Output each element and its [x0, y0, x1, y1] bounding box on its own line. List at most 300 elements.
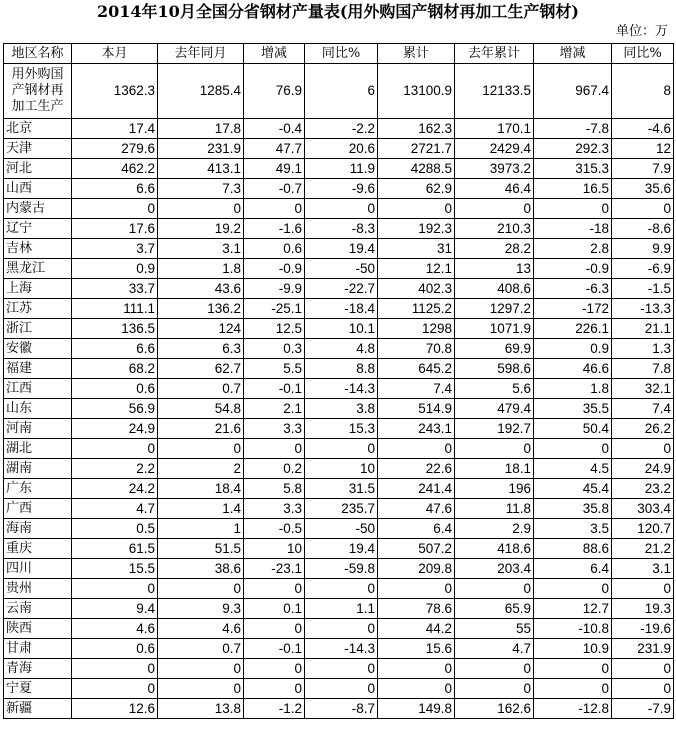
region-name-cell: 山东 [4, 399, 72, 419]
column-header: 去年累计 [455, 44, 534, 64]
value-cell: 2429.4 [455, 139, 534, 159]
table-row [4, 419, 674, 439]
value-cell: 303.4 [612, 499, 674, 519]
value-cell: 2.9 [455, 519, 534, 539]
value-cell: 28.2 [455, 239, 534, 259]
value-cell: -18.4 [305, 299, 378, 319]
region-name-cell: 天津 [4, 139, 72, 159]
value-cell: 0.5 [72, 519, 158, 539]
value-cell: 0.6 [72, 639, 158, 659]
value-cell: 241.4 [378, 479, 455, 499]
value-cell: 47.6 [378, 499, 455, 519]
value-cell: 17.8 [158, 119, 244, 139]
value-cell: 0 [72, 439, 158, 459]
value-cell: 210.3 [455, 219, 534, 239]
column-header: 增减 [244, 44, 305, 64]
column-header: 地区名称 [4, 44, 72, 64]
value-cell: 21.2 [612, 539, 674, 559]
value-cell: 70.8 [378, 339, 455, 359]
value-cell: 62.7 [158, 359, 244, 379]
table-row [4, 679, 674, 699]
value-cell: 44.2 [378, 619, 455, 639]
value-cell: 19.4 [305, 539, 378, 559]
value-cell: 65.9 [455, 599, 534, 619]
value-cell: 462.2 [72, 159, 158, 179]
value-cell: 0 [158, 659, 244, 679]
region-name-cell: 吉林 [4, 239, 72, 259]
value-cell: 33.7 [72, 279, 158, 299]
column-header: 累计 [378, 44, 455, 64]
value-cell: 10 [305, 459, 378, 479]
table-row [4, 559, 674, 579]
value-cell: -10.8 [534, 619, 612, 639]
value-cell: 4.6 [72, 619, 158, 639]
value-cell: 0 [612, 659, 674, 679]
value-cell: -13.3 [612, 299, 674, 319]
region-name-cell: 江西 [4, 379, 72, 399]
value-cell: -50 [305, 259, 378, 279]
region-name-cell: 宁夏 [4, 679, 72, 699]
value-cell: 0 [305, 579, 378, 599]
region-name-cell: 北京 [4, 119, 72, 139]
value-cell: 0 [534, 439, 612, 459]
table-row [4, 619, 674, 639]
value-cell: 4.6 [158, 619, 244, 639]
value-cell: 0.9 [72, 259, 158, 279]
value-cell: 12 [612, 139, 674, 159]
table-row [4, 119, 674, 139]
region-name-cell: 海南 [4, 519, 72, 539]
region-name-cell: 上海 [4, 279, 72, 299]
table-row [4, 519, 674, 539]
value-cell: 0 [378, 579, 455, 599]
value-cell: 8.8 [305, 359, 378, 379]
table-row [4, 259, 674, 279]
value-cell: 16.5 [534, 179, 612, 199]
value-cell: 0.6 [72, 379, 158, 399]
table-header-row [4, 44, 674, 64]
table-row [4, 239, 674, 259]
value-cell: -23.1 [244, 559, 305, 579]
region-name-cell: 青海 [4, 659, 72, 679]
table-row [4, 64, 674, 119]
value-cell: 0 [455, 199, 534, 219]
value-cell: -9.9 [244, 279, 305, 299]
value-cell: 56.9 [72, 399, 158, 419]
value-cell: 0 [244, 579, 305, 599]
region-name-cell: 内蒙古 [4, 199, 72, 219]
value-cell: 3.8 [305, 399, 378, 419]
value-cell: 111.1 [72, 299, 158, 319]
value-cell: 13100.9 [378, 64, 455, 119]
value-cell: 61.5 [72, 539, 158, 559]
value-cell: 149.8 [378, 699, 455, 719]
value-cell: -14.3 [305, 379, 378, 399]
value-cell: -1.5 [612, 279, 674, 299]
value-cell: 0 [305, 199, 378, 219]
table-body [4, 64, 674, 719]
value-cell: -6.3 [534, 279, 612, 299]
value-cell: 0 [305, 659, 378, 679]
value-cell: 0 [72, 199, 158, 219]
value-cell: -7.8 [534, 119, 612, 139]
value-cell: 1297.2 [455, 299, 534, 319]
value-cell: 192.7 [455, 419, 534, 439]
value-cell: 136.5 [72, 319, 158, 339]
region-name-cell: 河北 [4, 159, 72, 179]
value-cell: 17.4 [72, 119, 158, 139]
value-cell: 7.3 [158, 179, 244, 199]
value-cell: 1.8 [534, 379, 612, 399]
value-cell: 0.1 [244, 599, 305, 619]
region-name-cell: 湖南 [4, 459, 72, 479]
value-cell: 15.5 [72, 559, 158, 579]
value-cell: 18.1 [455, 459, 534, 479]
value-cell: 31 [378, 239, 455, 259]
value-cell: 1.8 [158, 259, 244, 279]
value-cell: 0 [305, 619, 378, 639]
value-cell: 514.9 [378, 399, 455, 419]
value-cell: -7.9 [612, 699, 674, 719]
column-header: 增减 [534, 44, 612, 64]
value-cell: 69.9 [455, 339, 534, 359]
value-cell: 196 [455, 479, 534, 499]
value-cell: 0.7 [158, 639, 244, 659]
value-cell: -0.5 [244, 519, 305, 539]
value-cell: 0 [455, 659, 534, 679]
table-row [4, 139, 674, 159]
value-cell: 54.8 [158, 399, 244, 419]
value-cell: 78.6 [378, 599, 455, 619]
value-cell: 124 [158, 319, 244, 339]
value-cell: 6.3 [158, 339, 244, 359]
value-cell: -8.7 [305, 699, 378, 719]
value-cell: 45.4 [534, 479, 612, 499]
value-cell: 3.1 [612, 559, 674, 579]
value-cell: 0 [455, 679, 534, 699]
value-cell: 3.3 [244, 419, 305, 439]
value-cell: 243.1 [378, 419, 455, 439]
value-cell: 43.6 [158, 279, 244, 299]
value-cell: 21.1 [612, 319, 674, 339]
region-name-cell: 用外购国产钢材再加工生产 [4, 64, 72, 119]
table-row [4, 319, 674, 339]
value-cell: 12.5 [244, 319, 305, 339]
value-cell: -4.6 [612, 119, 674, 139]
value-cell: 598.6 [455, 359, 534, 379]
table-row [4, 479, 674, 499]
table-row [4, 599, 674, 619]
value-cell: 136.2 [158, 299, 244, 319]
table-row [4, 359, 674, 379]
column-header: 同比% [612, 44, 674, 64]
value-cell: 9.9 [612, 239, 674, 259]
table-row [4, 399, 674, 419]
value-cell: 0.9 [534, 339, 612, 359]
column-header: 同比% [305, 44, 378, 64]
value-cell: 0 [244, 679, 305, 699]
value-cell: 0 [72, 659, 158, 679]
value-cell: 2.1 [244, 399, 305, 419]
value-cell: 19.2 [158, 219, 244, 239]
value-cell: 24.2 [72, 479, 158, 499]
value-cell: 3.3 [244, 499, 305, 519]
value-cell: 0 [244, 199, 305, 219]
region-name-cell: 陕西 [4, 619, 72, 639]
value-cell: 0 [612, 439, 674, 459]
value-cell: 0.7 [158, 379, 244, 399]
value-cell: -19.6 [612, 619, 674, 639]
table-row [4, 499, 674, 519]
value-cell: 1298 [378, 319, 455, 339]
value-cell: 4288.5 [378, 159, 455, 179]
value-cell: 3.1 [158, 239, 244, 259]
value-cell: 38.6 [158, 559, 244, 579]
value-cell: 35.8 [534, 499, 612, 519]
table-row [4, 179, 674, 199]
value-cell: 0 [378, 439, 455, 459]
value-cell: 3973.2 [455, 159, 534, 179]
table-row [4, 159, 674, 179]
value-cell: 88.6 [534, 539, 612, 559]
value-cell: 0 [378, 199, 455, 219]
region-name-cell: 甘肃 [4, 639, 72, 659]
value-cell: -18 [534, 219, 612, 239]
value-cell: 0 [612, 199, 674, 219]
value-cell: 17.6 [72, 219, 158, 239]
value-cell: 23.2 [612, 479, 674, 499]
region-name-cell: 广西 [4, 499, 72, 519]
value-cell: 15.3 [305, 419, 378, 439]
value-cell: 0 [158, 579, 244, 599]
value-cell: -8.3 [305, 219, 378, 239]
value-cell: 13.8 [158, 699, 244, 719]
region-name-cell: 福建 [4, 359, 72, 379]
region-name-cell: 黑龙江 [4, 259, 72, 279]
value-cell: 0 [455, 579, 534, 599]
value-cell: 3.5 [534, 519, 612, 539]
table-row [4, 199, 674, 219]
value-cell: 26.2 [612, 419, 674, 439]
value-cell: 0 [72, 679, 158, 699]
region-name-cell: 山西 [4, 179, 72, 199]
value-cell: 0 [534, 659, 612, 679]
value-cell: 7.9 [612, 159, 674, 179]
value-cell: 0 [455, 439, 534, 459]
table-row [4, 659, 674, 679]
table-row [4, 699, 674, 719]
region-name-cell: 贵州 [4, 579, 72, 599]
value-cell: 49.1 [244, 159, 305, 179]
production-table [3, 43, 674, 719]
value-cell: -0.9 [244, 259, 305, 279]
value-cell: 235.7 [305, 499, 378, 519]
value-cell: 0 [244, 659, 305, 679]
value-cell: 15.6 [378, 639, 455, 659]
value-cell: 7.8 [612, 359, 674, 379]
value-cell: 4.7 [72, 499, 158, 519]
value-cell: 418.6 [455, 539, 534, 559]
value-cell: 46.6 [534, 359, 612, 379]
value-cell: 292.3 [534, 139, 612, 159]
value-cell: 2721.7 [378, 139, 455, 159]
value-cell: 11.8 [455, 499, 534, 519]
value-cell: 162.3 [378, 119, 455, 139]
value-cell: 0 [534, 199, 612, 219]
value-cell: 2 [158, 459, 244, 479]
value-cell: 203.4 [455, 559, 534, 579]
table-row [4, 299, 674, 319]
region-name-cell: 云南 [4, 599, 72, 619]
value-cell: 413.1 [158, 159, 244, 179]
value-cell: 4.8 [305, 339, 378, 359]
value-cell: 4.7 [455, 639, 534, 659]
value-cell: -8.6 [612, 219, 674, 239]
value-cell: 76.9 [244, 64, 305, 119]
value-cell: 162.6 [455, 699, 534, 719]
value-cell: -0.7 [244, 179, 305, 199]
value-cell: 12.6 [72, 699, 158, 719]
value-cell: -0.9 [534, 259, 612, 279]
value-cell: -0.1 [244, 639, 305, 659]
value-cell: 6.4 [534, 559, 612, 579]
value-cell: 47.7 [244, 139, 305, 159]
value-cell: 192.3 [378, 219, 455, 239]
value-cell: 0 [158, 439, 244, 459]
value-cell: 55 [455, 619, 534, 639]
value-cell: 0 [305, 439, 378, 459]
value-cell: 1285.4 [158, 64, 244, 119]
value-cell: 1.3 [612, 339, 674, 359]
column-header: 去年同月 [158, 44, 244, 64]
value-cell: 6.4 [378, 519, 455, 539]
table-row [4, 279, 674, 299]
value-cell: 8 [612, 64, 674, 119]
unit-label: 单位：万 [615, 24, 668, 39]
value-cell: 0.3 [244, 339, 305, 359]
value-cell: 68.2 [72, 359, 158, 379]
value-cell: 18.4 [158, 479, 244, 499]
value-cell: -2.2 [305, 119, 378, 139]
value-cell: 50.4 [534, 419, 612, 439]
value-cell: 12.7 [534, 599, 612, 619]
value-cell: 315.3 [534, 159, 612, 179]
value-cell: 0 [378, 679, 455, 699]
value-cell: -59.8 [305, 559, 378, 579]
table-row [4, 439, 674, 459]
value-cell: 1.4 [158, 499, 244, 519]
value-cell: 1 [158, 519, 244, 539]
value-cell: 2.8 [534, 239, 612, 259]
column-header: 本月 [72, 44, 158, 64]
value-cell: 9.4 [72, 599, 158, 619]
value-cell: 0 [612, 579, 674, 599]
value-cell: 24.9 [612, 459, 674, 479]
value-cell: 35.5 [534, 399, 612, 419]
value-cell: 402.3 [378, 279, 455, 299]
value-cell: 1362.3 [72, 64, 158, 119]
value-cell: 226.1 [534, 319, 612, 339]
value-cell: 0 [534, 679, 612, 699]
region-name-cell: 新疆 [4, 699, 72, 719]
table-row [4, 539, 674, 559]
region-name-cell: 湖北 [4, 439, 72, 459]
value-cell: 2.2 [72, 459, 158, 479]
region-name-cell: 四川 [4, 559, 72, 579]
region-name-cell: 安徽 [4, 339, 72, 359]
value-cell: 279.6 [72, 139, 158, 159]
value-cell: 10 [244, 539, 305, 559]
value-cell: 1125.2 [378, 299, 455, 319]
value-cell: 4.5 [534, 459, 612, 479]
page-title: 2014年10月全国分省钢材产量表(用外购国产钢材再加工生产钢材) [97, 2, 579, 21]
value-cell: 0 [612, 679, 674, 699]
value-cell: 11.9 [305, 159, 378, 179]
table-row [4, 459, 674, 479]
value-cell: 13 [455, 259, 534, 279]
value-cell: 7.4 [378, 379, 455, 399]
table-row [4, 339, 674, 359]
value-cell: 0 [534, 579, 612, 599]
value-cell: 0 [305, 679, 378, 699]
value-cell: 479.4 [455, 399, 534, 419]
value-cell: 0.2 [244, 459, 305, 479]
value-cell: 19.3 [612, 599, 674, 619]
value-cell: 20.6 [305, 139, 378, 159]
value-cell: 0 [158, 679, 244, 699]
value-cell: -0.4 [244, 119, 305, 139]
region-name-cell: 辽宁 [4, 219, 72, 239]
value-cell: 12.1 [378, 259, 455, 279]
value-cell: 12133.5 [455, 64, 534, 119]
value-cell: -22.7 [305, 279, 378, 299]
value-cell: 10.1 [305, 319, 378, 339]
value-cell: 507.2 [378, 539, 455, 559]
value-cell: 51.5 [158, 539, 244, 559]
value-cell: 6.6 [72, 339, 158, 359]
value-cell: 0 [244, 439, 305, 459]
value-cell: -12.8 [534, 699, 612, 719]
region-name-cell: 广东 [4, 479, 72, 499]
value-cell: 0 [244, 619, 305, 639]
table-row [4, 639, 674, 659]
value-cell: 1071.9 [455, 319, 534, 339]
value-cell: 32.1 [612, 379, 674, 399]
value-cell: -6.9 [612, 259, 674, 279]
value-cell: 3.7 [72, 239, 158, 259]
region-name-cell: 浙江 [4, 319, 72, 339]
value-cell: 9.3 [158, 599, 244, 619]
value-cell: -9.6 [305, 179, 378, 199]
value-cell: 0 [72, 579, 158, 599]
value-cell: 209.8 [378, 559, 455, 579]
value-cell: -1.2 [244, 699, 305, 719]
table-row [4, 579, 674, 599]
value-cell: 10.9 [534, 639, 612, 659]
value-cell: 6.6 [72, 179, 158, 199]
value-cell: 0 [378, 659, 455, 679]
value-cell: 120.7 [612, 519, 674, 539]
value-cell: 62.9 [378, 179, 455, 199]
value-cell: -0.1 [244, 379, 305, 399]
value-cell: 967.4 [534, 64, 612, 119]
value-cell: -50 [305, 519, 378, 539]
region-name-cell: 江苏 [4, 299, 72, 319]
value-cell: -172 [534, 299, 612, 319]
table-row [4, 219, 674, 239]
value-cell: 231.9 [612, 639, 674, 659]
value-cell: -25.1 [244, 299, 305, 319]
